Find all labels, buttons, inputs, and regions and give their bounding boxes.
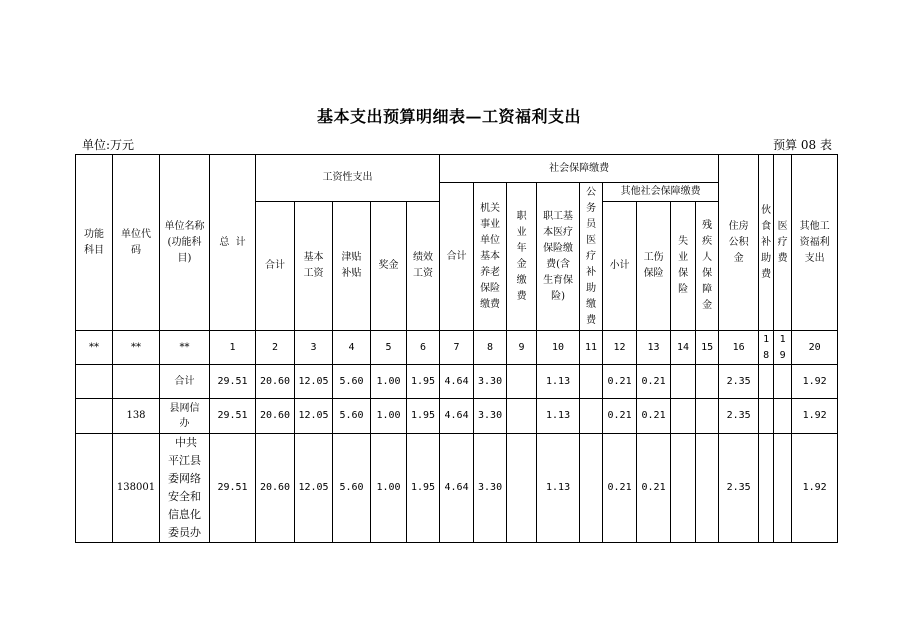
header-bonus: 奖金 (371, 202, 407, 331)
cell-civil-servant-medical (580, 399, 603, 434)
cell-allowance: 5.60 (333, 399, 371, 434)
cell-bonus: 1.00 (371, 434, 407, 543)
cell-basic-wage: 12.05 (295, 365, 333, 399)
cell-code: 138001 (113, 434, 160, 543)
cell-injury-insurance: 0.21 (637, 399, 671, 434)
cell-civil-servant-medical (580, 365, 603, 399)
cell-medical-fee (774, 434, 792, 543)
header-pension: 机关 事业 单位 基本 养老 保险 缴费 (474, 183, 507, 331)
header-meal-subsidy: 伙 食 补 助 费 (759, 155, 774, 331)
index-cell: ** (76, 331, 113, 365)
cell-performance-wage: 1.95 (407, 399, 440, 434)
cell-wage-subtotal: 20.60 (256, 365, 295, 399)
header-housing-fund: 住房 公积 金 (719, 155, 759, 331)
cell-wage-subtotal: 20.60 (256, 399, 295, 434)
cell-medical-fee (774, 399, 792, 434)
cell-injury-insurance: 0.21 (637, 365, 671, 399)
header-performance-wage: 绩效 工资 (407, 202, 440, 331)
page-title: 基本支出预算明细表—工资福利支出 (316, 107, 581, 126)
index-cell: 13 (637, 331, 671, 365)
index-cell: 10 (537, 331, 580, 365)
header-medical-insurance: 职工基 本医疗 保险缴 费(含 生育保 险) (537, 183, 580, 331)
cell-bonus: 1.00 (371, 365, 407, 399)
cell-other-ss-subtotal: 0.21 (603, 399, 637, 434)
cell-ss-subtotal: 4.64 (440, 365, 474, 399)
cell-civil-servant-medical (580, 434, 603, 543)
cell-housing-fund: 2.35 (719, 399, 759, 434)
table-row (76, 434, 838, 543)
cell-meal-subsidy (759, 434, 774, 543)
header-social-security: 社会保障缴费 (440, 155, 719, 183)
header-other-ss-subtotal: 小计 (603, 202, 637, 331)
index-cell: 16 (719, 331, 759, 365)
cell-medical-insurance: 1.13 (537, 434, 580, 543)
cell-allowance: 5.60 (333, 365, 371, 399)
table-number: 预算 08 表 (773, 138, 832, 152)
header-ss-subtotal: 合计 (440, 183, 474, 331)
cell-annuity (507, 365, 537, 399)
index-cell: 9 (507, 331, 537, 365)
cell-pension: 3.30 (474, 399, 507, 434)
header-medical-fee: 医 疗 费 (774, 155, 792, 331)
index-cell: ** (113, 331, 160, 365)
header-injury-insurance: 工伤 保险 (637, 202, 671, 331)
index-cell: 1 9 (774, 331, 792, 365)
cell-allowance: 5.60 (333, 434, 371, 543)
header-unemployment-insurance: 失 业 保 险 (671, 202, 696, 331)
cell-annuity (507, 434, 537, 543)
index-cell: 11 (580, 331, 603, 365)
index-cell: 8 (474, 331, 507, 365)
index-cell: 12 (603, 331, 637, 365)
index-cell: 7 (440, 331, 474, 365)
header-total: 总 计 (210, 155, 256, 331)
index-cell: 20 (792, 331, 838, 365)
header-allowance: 津贴 补贴 (333, 202, 371, 331)
cell-other-ss-subtotal: 0.21 (603, 434, 637, 543)
index-cell: 4 (333, 331, 371, 365)
index-cell: ** (160, 331, 210, 365)
index-cell: 15 (696, 331, 719, 365)
header-unit-code: 单位代 码 (113, 155, 160, 331)
cell-name: 合计 (160, 365, 210, 399)
cell-code (113, 365, 160, 399)
cell-name: 县网信 办 (160, 399, 210, 434)
cell-injury-insurance: 0.21 (637, 434, 671, 543)
header-wage-expense: 工资性支出 (256, 155, 440, 202)
cell-total: 29.51 (210, 365, 256, 399)
cell-annuity (507, 399, 537, 434)
cell-medical-fee (774, 365, 792, 399)
cell-other-welfare: 1.92 (792, 434, 838, 543)
cell-disability-fund (696, 365, 719, 399)
unit-name-text: 中共 平江县 委网络 安全和 信息化 委员办 (168, 436, 201, 539)
header-wage-subtotal: 合计 (256, 202, 295, 331)
table-row (76, 399, 838, 434)
cell-disability-fund (696, 434, 719, 543)
cell-housing-fund: 2.35 (719, 434, 759, 543)
cell-func (76, 399, 113, 434)
cell-ss-subtotal: 4.64 (440, 399, 474, 434)
unit-label: 单位:万元 (82, 138, 135, 152)
index-cell: 5 (371, 331, 407, 365)
cell-total: 29.51 (210, 399, 256, 434)
index-cell: 1 (210, 331, 256, 365)
cell-other-ss-subtotal: 0.21 (603, 365, 637, 399)
cell-func (76, 434, 113, 543)
cell-pension: 3.30 (474, 365, 507, 399)
index-cell: 14 (671, 331, 696, 365)
header-disability-fund: 残 疾 人 保 障 金 (696, 202, 719, 331)
cell-basic-wage: 12.05 (295, 399, 333, 434)
cell-unemployment-insurance (671, 434, 696, 543)
index-cell: 2 (256, 331, 295, 365)
cell-total: 29.51 (210, 434, 256, 543)
header-basic-wage: 基本 工资 (295, 202, 333, 331)
index-row (76, 331, 838, 365)
cell-performance-wage: 1.95 (407, 434, 440, 543)
cell-unemployment-insurance (671, 365, 696, 399)
header-annuity: 职 业 年 金 缴 费 (507, 183, 537, 331)
cell-bonus: 1.00 (371, 399, 407, 434)
header-row-1 (76, 155, 838, 183)
cell-basic-wage: 12.05 (295, 434, 333, 543)
budget-table (75, 154, 838, 543)
index-cell: 3 (295, 331, 333, 365)
cell-func (76, 365, 113, 399)
cell-performance-wage: 1.95 (407, 365, 440, 399)
cell-meal-subsidy (759, 399, 774, 434)
cell-code: 138 (113, 399, 160, 434)
cell-other-welfare: 1.92 (792, 365, 838, 399)
header-other-welfare: 其他工 资福利 支出 (792, 155, 838, 331)
cell-meal-subsidy (759, 365, 774, 399)
cell-medical-insurance: 1.13 (537, 365, 580, 399)
cell-wage-subtotal: 20.60 (256, 434, 295, 543)
table-row (76, 365, 838, 399)
cell-unemployment-insurance (671, 399, 696, 434)
header-other-ss: 其他社会保障缴费 (603, 183, 719, 202)
header-func-subject: 功能 科目 (76, 155, 113, 331)
header-unit-name: 单位名称 (功能科 目) (160, 155, 210, 331)
cell-other-welfare: 1.92 (792, 399, 838, 434)
index-cell: 6 (407, 331, 440, 365)
index-cell: 1 8 (759, 331, 774, 365)
header-civil-servant-medical: 公 务 员 医 疗 补 助 缴 费 (580, 183, 603, 331)
cell-ss-subtotal: 4.64 (440, 434, 474, 543)
cell-pension: 3.30 (474, 434, 507, 543)
cell-medical-insurance: 1.13 (537, 399, 580, 434)
cell-disability-fund (696, 399, 719, 434)
cell-name (160, 434, 210, 543)
cell-housing-fund: 2.35 (719, 365, 759, 399)
